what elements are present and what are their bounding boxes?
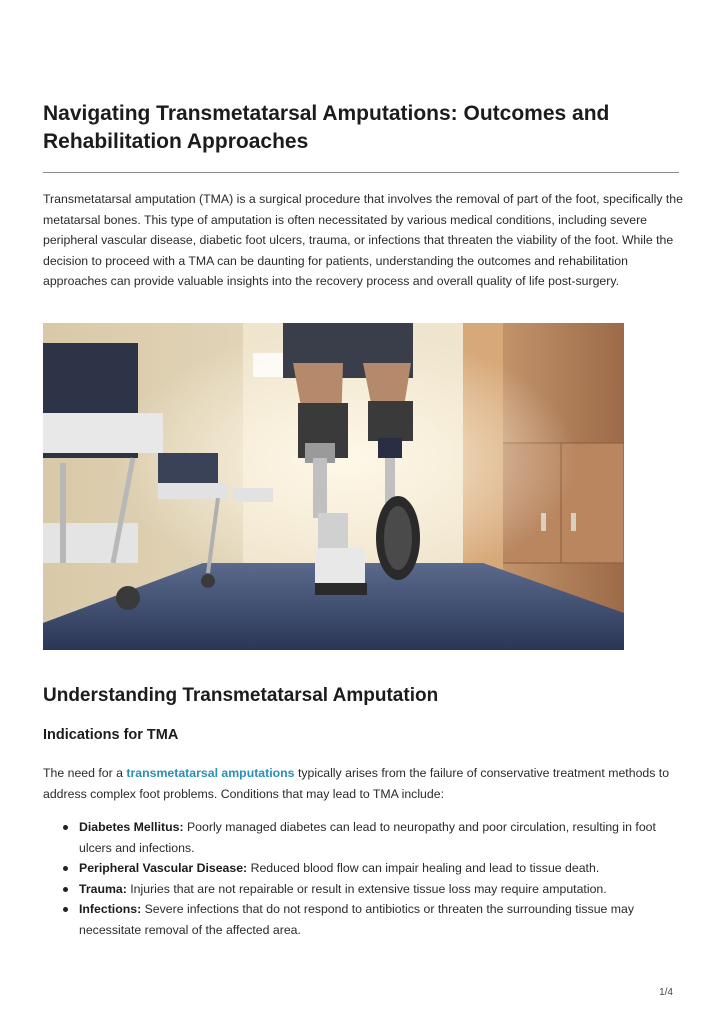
section-heading: Understanding Transmetatarsal Amputation xyxy=(43,685,439,706)
document-title xyxy=(43,100,683,156)
bullet-text: Injuries that are not repairable or result in extensive tissue loss may require amputation. xyxy=(126,881,607,896)
conditions-list xyxy=(62,817,682,940)
bullet-text: Severe infections that do not respond to antibiotics or threaten the surrounding tissue may necessitate removal of the affected area. xyxy=(79,902,635,937)
intro-paragraph: Transmetatarsal amputation (TMA) is a surgical procedure that involves the removal of part of the foot, specifically the metatarsal bones. This type of amputation is often necessitated by various medical conditions, including severe peripheral vascular disease, diabetic foot ulcers, trauma, or infections that threaten the viability of the foot. While the decision to proceed with a TMA can be daunting for patients, understanding the outcomes and rehabilitation approaches can provide valuable insights into the recovery process and overall quality of life post-surgery. xyxy=(43,192,683,288)
para-before-link: The need for a xyxy=(43,766,127,780)
indications-paragraph xyxy=(43,763,683,804)
title-line-2: Rehabilitation Approaches xyxy=(43,130,309,153)
bullet-text: Poorly managed diabetes can lead to neuropathy and poor circulation, resulting in foot ulcers and infections. xyxy=(79,820,656,855)
bullet-icon xyxy=(63,866,68,871)
bullet-icon xyxy=(63,907,68,912)
bullet-term: Peripheral Vascular Disease: xyxy=(79,861,248,875)
list-item xyxy=(62,879,682,900)
bullet-text: Reduced blood flow can impair healing and lead to tissue death. xyxy=(247,861,600,875)
bullet-icon xyxy=(63,887,68,892)
prosthetic-walking-photo xyxy=(43,323,624,650)
page-number: 1/4 xyxy=(659,987,673,998)
title-line-1: Navigating Transmetatarsal Amputations: Outcomes and xyxy=(43,102,610,125)
bullet-term: Infections: xyxy=(79,902,142,916)
bullet-term: Trauma: xyxy=(79,881,127,896)
bullet-term: Diabetes Mellitus: xyxy=(79,820,184,834)
bullet-icon xyxy=(63,825,68,830)
para-after-link: typically arises from the failure of conservative treatment methods to address complex foot problems. Conditions that may lead to TMA include: xyxy=(43,766,670,801)
list-item xyxy=(62,817,682,858)
title-divider xyxy=(43,172,679,173)
subsection-heading: Indications for TMA xyxy=(43,727,179,743)
list-item xyxy=(62,899,682,940)
list-item xyxy=(62,858,682,879)
hallway-illustration xyxy=(43,323,624,650)
tma-link[interactable]: transmetatarsal amputations xyxy=(126,766,295,780)
